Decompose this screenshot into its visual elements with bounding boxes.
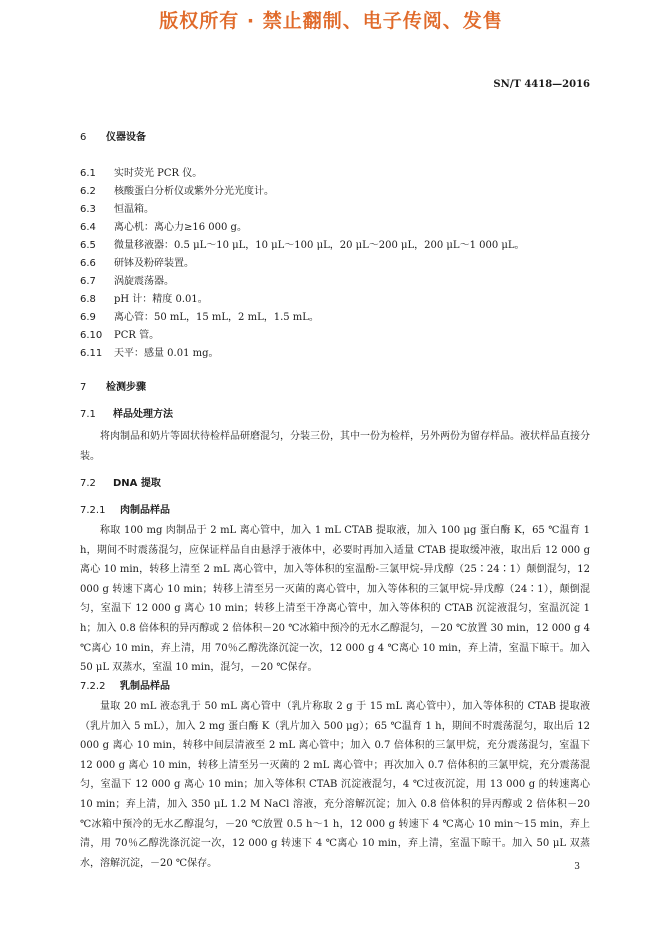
- subsection-number: 7.1: [80, 409, 96, 420]
- section-6-heading: [80, 128, 146, 143]
- equipment-item: [80, 200, 154, 215]
- subsection-number: 7.2: [80, 478, 96, 489]
- item-number: 6.3: [80, 204, 96, 215]
- section-title: 仪器设备: [106, 132, 146, 143]
- document-number: SN/T 4418—2016: [493, 79, 590, 90]
- subsection-7-2-heading: [80, 474, 161, 489]
- subsection-title: 肉制品样品: [120, 505, 170, 516]
- meat-sample-paragraph: 称取 100 mg 肉制品于 2 mL 离心管中，加入 1 mL CTAB 提取液，加入 100 μg 蛋白酶 K，65 ℃温育 1 h，期间不时震荡混匀，应保证样品自由悬浮于液体中，必要时再加入适量 CTAB 提取缓冲液，取出后 12 000 g 离心 10 min，转移上清至 2 mL 离心管中，加入等体积的室温酚-三氯甲烷-异戊醇（25∶24∶1）颠倒混匀，12 000 g 转速下离心 10 min；转移上清至另一灭菌的离心管中，加入等体积的三氯甲烷-异戊醇（24∶1），颠倒混匀，室温下 12 000 g 离心 10 min；转移上清至干净离心管中，加入等体积的 CTAB 沉淀液混匀，室温沉淀 1 h；加入 0.8 倍体积的异丙醇或 2 倍体积－20 ℃冰箱中预冷的无水乙醇混匀，－20 ℃放置 30 min，12 000 g 4 ℃离心 10 min，弃上清，用 70％乙醇洗涤沉淀一次，12 000 g 4 ℃离心 10 min，弃上清，室温下晾干。加入 50 μL 双蒸水，室温 10 min，混匀，－20 ℃保存。: [80, 525, 590, 674]
- subsection-7-2-2-heading: [80, 677, 170, 692]
- item-number: 6.11: [80, 348, 103, 359]
- equipment-item: [80, 308, 319, 323]
- equipment-item: [80, 164, 202, 179]
- section-title: 检测步骤: [106, 382, 146, 393]
- section-number: 7: [80, 382, 87, 393]
- item-text: 离心管：50 mL，15 mL，2 mL，1.5 mL。: [114, 312, 319, 323]
- item-text: 离心机：离心力≥16 000 g。: [114, 222, 247, 233]
- equipment-item: [80, 272, 174, 287]
- subsection-7-2-1-heading: [80, 501, 170, 516]
- section-7-heading: [80, 378, 146, 393]
- equipment-item: [80, 290, 208, 305]
- subsection-number: 7.2.2: [80, 681, 106, 692]
- item-number: 6.10: [80, 330, 103, 341]
- item-text: 天平：感量 0.01 mg。: [114, 348, 219, 359]
- item-number: 6.8: [80, 294, 96, 305]
- subsection-title: DNA 提取: [113, 478, 161, 489]
- subsection-title: 样品处理方法: [113, 409, 173, 420]
- item-number: 6.9: [80, 312, 96, 323]
- page-number: 3: [574, 862, 580, 872]
- equipment-item: [80, 218, 247, 233]
- item-text: 恒温箱。: [114, 204, 154, 215]
- item-number: 6.2: [80, 186, 96, 197]
- item-text: 微量移液器：0.5 μL～10 μL，10 μL～100 μL，20 μL～200 μL，200 μL～1 000 μL。: [114, 240, 525, 251]
- copyright-watermark: 版权所有 · 禁止翻制、电子传阅、发售: [159, 10, 503, 32]
- subsection-7-1-heading: [80, 405, 173, 420]
- section-number: 6: [80, 132, 87, 143]
- subsection-title: 乳制品样品: [120, 681, 170, 692]
- subsection-number: 7.2.1: [80, 505, 106, 516]
- equipment-item: [80, 344, 219, 359]
- sample-processing-paragraph: 将肉制品和奶片等固状待检样品研磨混匀，分装三份，其中一份为检样，另外两份为留存样品。液状样品直接分装。: [80, 431, 590, 462]
- item-number: 6.7: [80, 276, 96, 287]
- item-text: 核酸蛋白分析仪或紫外分光光度计。: [114, 186, 274, 197]
- equipment-item: [80, 326, 159, 341]
- equipment-item: [80, 254, 194, 269]
- item-text: pH 计：精度 0.01。: [114, 294, 208, 305]
- equipment-item: [80, 236, 525, 251]
- item-text: PCR 管。: [114, 330, 160, 341]
- item-text: 研钵及粉碎装置。: [114, 258, 194, 269]
- item-text: 实时荧光 PCR 仪。: [114, 168, 203, 179]
- dairy-sample-paragraph: 量取 20 mL 液态乳于 50 mL 离心管中（乳片称取 2 g 于 15 mL 离心管中），加入等体积的 CTAB 提取液（乳片加入 5 mL），加入 2 mg 蛋白酶 K（乳片加入 500 μg）；65 ℃温育 1 h，期间不时震荡混匀，取出后 12 000 g 离心 10 min，转移中间层清液至 2 mL 离心管中；加入 0.7 倍体积的三氯甲烷，充分震荡混匀，室温下 12 000 g 离心 10 min，转移上清至另一灭菌的 2 mL 离心管中；再次加入 0.7 倍体积的三氯甲烷，充分震荡混匀，室温下 12 000 g 离心 10 min；加入等体积 CTAB 沉淀液混匀，4 ℃过夜沉淀，用 13 000 g 的转速离心 10 min；弃上清，加入 350 μL 1.2 M NaCl 溶液，充分溶解沉淀；加入 0.8 倍体积的异丙醇或 2 倍体积－20 ℃冰箱中预冷的无水乙醇混匀，－20 ℃放置 0.5 h～1 h，12 000 g 转速下 4 ℃离心 10 min～15 min，弃上清，用 70％乙醇洗涤沉淀一次，12 000 g 转速下 4 ℃离心 10 min，弃上清，室温下晾干。加入 50 μL 双蒸水，溶解沉淀，－20 ℃保存。: [80, 701, 590, 869]
- item-number: 6.1: [80, 168, 96, 179]
- item-number: 6.4: [80, 222, 96, 233]
- item-text: 涡旋震荡器。: [114, 276, 174, 287]
- item-number: 6.6: [80, 258, 96, 269]
- item-number: 6.5: [80, 240, 96, 251]
- equipment-item: [80, 182, 274, 197]
